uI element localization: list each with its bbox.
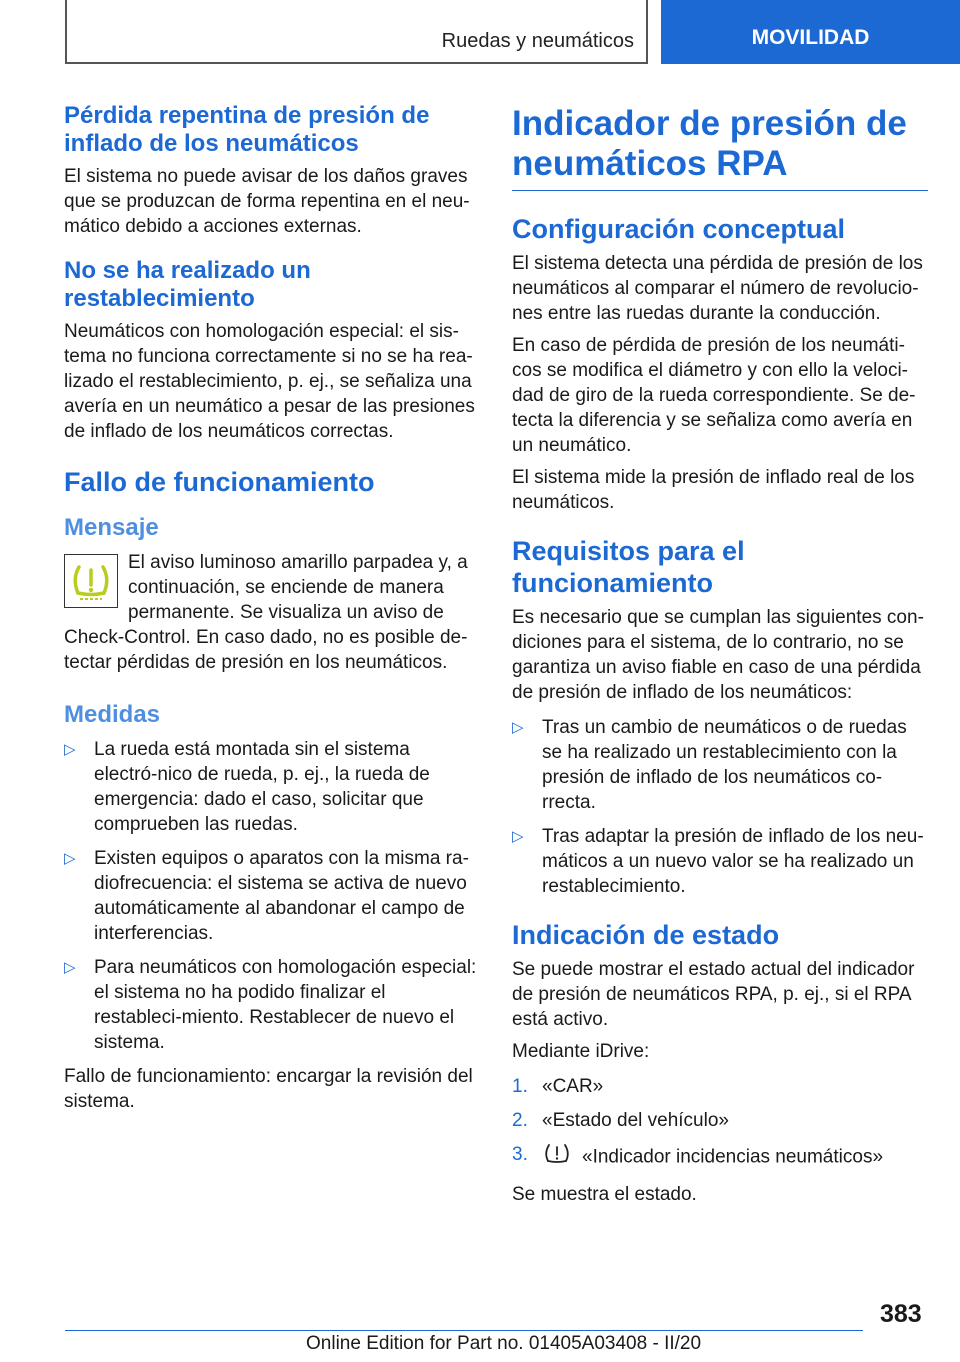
steps-list — [512, 1074, 928, 1173]
heading-concept: Configuración conceptual — [512, 214, 846, 244]
list-item: 1. «CAR» — [512, 1076, 604, 1097]
bullet-triangle-icon: ▷ — [512, 828, 524, 845]
paragraph-malfunction-service: Fallo de funcionamiento: encargar la revisión del sistema. — [64, 1066, 473, 1112]
bullet-triangle-icon: ▷ — [64, 959, 76, 976]
requirements-list — [512, 715, 928, 899]
page-number: 383 — [880, 1300, 922, 1328]
paragraph-idrive: Mediante iDrive: — [512, 1041, 650, 1062]
heading-malfunction: Fallo de funcionamiento — [64, 467, 375, 497]
paragraph-requirements: Es necesario que se cumplan las siguientes con-diciones para el sistema, de lo contrario, no se garantiza un aviso fiable en caso de una pérdida de presión de inflado de los neumáticos: — [512, 607, 924, 703]
paragraph-status-shown: Se muestra el estado. — [512, 1184, 697, 1205]
bullet-triangle-icon: ▷ — [64, 741, 76, 758]
heading-measures: Medidas — [64, 701, 161, 728]
right-column — [512, 96, 928, 1214]
list-item: 2. «Estado del vehículo» — [512, 1110, 729, 1131]
paragraph-message: El aviso luminoso amarillo parpadea y, a continuación, se enciende de manera permanente. Se visualiza un aviso de Check-Control. En caso dado, no es posible de-tectar pérdidas de presión en los neumáticos. — [64, 552, 468, 673]
heading-message: Mensaje — [64, 514, 159, 541]
paragraph-sudden-loss: El sistema no puede avisar de los daños graves que se produzcan de forma repentina en el neu-mático debido a acciones externas. — [64, 166, 470, 237]
paragraph-concept-1: El sistema detecta una pérdida de presión de los neumáticos al comparar el número de revolucio-nes entre las ruedas durante la conducción. — [512, 253, 923, 324]
header-box — [65, 0, 648, 64]
tire-pressure-warning-icon — [64, 554, 118, 608]
footer-divider — [65, 1330, 863, 1331]
list-item: ▷ Existen equipos o aparatos con la misma ra-diofrecuencia: el sistema se activa de nuevo automáticamente al abandonar el campo de interferencias. — [64, 848, 469, 944]
list-item: 3. «Indicador incidencias neumáticos» — [512, 1142, 928, 1173]
paragraph-concept-2: En caso de pérdida de presión de los neumáti-cos se modifica el diámetro y con ello la veloci-dad de giro de la rueda correspondiente. Se de-tecta la diferencia y se señaliza como avería en un neumático. — [512, 335, 916, 456]
list-item: ▷ La rueda está montada sin el sistema electró-nico de rueda, p. ej., la rueda de emergencia: dado el caso, solicitar que comprueben las ruedas. — [64, 739, 430, 835]
chapter-title: Ruedas y neumáticos — [441, 30, 634, 52]
section-tab: MOVILIDAD — [661, 0, 960, 64]
heading-rpa: Indicador de presión de neumáticos RPA — [512, 104, 928, 191]
heading-status: Indicación de estado — [512, 920, 780, 950]
list-item: ▷ Para neumáticos con homologación especial: el sistema no ha podido finalizar el restableci-miento. Restablecer de nuevo el sistema. — [64, 957, 477, 1053]
bullet-triangle-icon: ▷ — [512, 719, 524, 736]
heading-requirements: Requisitos para el funcionamiento — [512, 536, 745, 598]
heading-no-reset: No se ha realizado un restablecimiento — [64, 257, 311, 312]
message-block — [64, 550, 478, 675]
list-item: ▷ Tras un cambio de neumáticos o de ruedas se ha realizado un restablecimiento con la presión de inflado de los neumáticos co-rrecta. — [512, 717, 907, 813]
paragraph-concept-3: El sistema mide la presión de inflado real de los neumáticos. — [512, 467, 915, 513]
tire-pressure-icon — [542, 1142, 572, 1173]
list-item: ▷ Tras adaptar la presión de inflado de los neu-máticos a un nuevo valor se ha realizado un restablecimiento. — [512, 826, 924, 897]
paragraph-status: Se puede mostrar el estado actual del indicador de presión de neumáticos RPA, p. ej., si el RPA está activo. — [512, 959, 915, 1030]
heading-sudden-loss: Pérdida repentina de presión de inflado de los neumáticos — [64, 102, 430, 157]
footer-edition: Online Edition for Part no. 01405A03408 - II/20 — [306, 1333, 702, 1354]
bullet-triangle-icon: ▷ — [64, 850, 76, 867]
paragraph-no-reset: Neumáticos con homologación especial: el sis-tema no funciona correctamente si no se ha rea-lizado el restablecimiento, p. ej., se señaliza una avería en un neumático a pesar de las presiones de inflado de los neumáticos correctas. — [64, 321, 475, 442]
left-column — [64, 96, 478, 1121]
measures-list — [64, 737, 478, 1055]
